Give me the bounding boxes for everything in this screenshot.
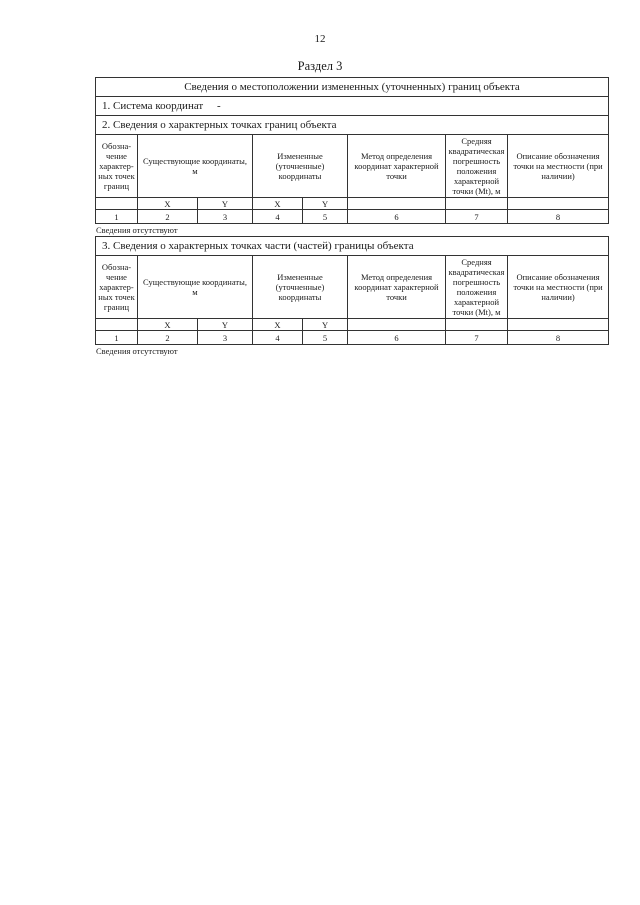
axis-y2: Y [303, 319, 348, 331]
coord-system-label: 1. Система координат [102, 100, 204, 112]
no-data-note: Сведения отсутствуют [96, 346, 178, 356]
points-table [95, 134, 609, 224]
axis-y1: Y [198, 319, 253, 331]
axis-x2: X [253, 319, 303, 331]
axis-y1: Y [198, 198, 253, 210]
col-accuracy: Средняя квадратическая погрешность положения характерной точки (Mt), м [446, 256, 508, 319]
col-point: Обозна-чение характер-ных точек границ [96, 256, 138, 319]
col-number: 3 [198, 210, 253, 224]
axis-x1: X [138, 319, 198, 331]
col-number: 2 [138, 331, 198, 345]
col-number: 4 [253, 331, 303, 345]
axis-empty [508, 198, 609, 210]
axis-empty [96, 198, 138, 210]
coord-system-value: - [216, 100, 221, 112]
points-table [95, 255, 609, 345]
col-description: Описание обозначения точки на местности (при наличии) [508, 135, 609, 198]
col-number: 2 [138, 210, 198, 224]
axis-x2: X [253, 198, 303, 210]
block-title: 3. Сведения о характерных точках части (частей) границы объекта [95, 236, 609, 255]
col-number: 7 [446, 210, 508, 224]
col-method: Метод определения координат характерной точки [348, 256, 446, 319]
col-number: 7 [446, 331, 508, 345]
page-number: 12 [314, 33, 326, 45]
col-accuracy: Средняя квадратическая погрешность положения характерной точки (Mt), м [446, 135, 508, 198]
col-changed: Измененные (уточненные) координаты [253, 135, 348, 198]
section-title: Раздел 3 [297, 59, 343, 73]
table-title: Сведения о местоположении измененных (уточненных) границ объекта [95, 77, 609, 96]
boundary-sheet [95, 77, 609, 357]
axis-empty [446, 198, 508, 210]
col-number: 5 [303, 210, 348, 224]
column-numbers-row [96, 210, 609, 224]
col-number: 8 [508, 210, 609, 224]
axis-empty [508, 319, 609, 331]
col-number: 6 [348, 331, 446, 345]
axis-x1: X [138, 198, 198, 210]
part-boundary-points-block [95, 236, 609, 357]
axis-empty [446, 319, 508, 331]
col-description: Описание обозначения точки на местности (при наличии) [508, 256, 609, 319]
col-method: Метод определения координат характерной точки [348, 135, 446, 198]
col-existing: Существующие координаты, м [138, 135, 253, 198]
col-number: 1 [96, 210, 138, 224]
no-data-note: Сведения отсутствуют [96, 225, 178, 235]
axis-y2: Y [303, 198, 348, 210]
boundary-points-block [95, 115, 609, 236]
col-changed: Измененные (уточненные) координаты [253, 256, 348, 319]
col-number: 3 [198, 331, 253, 345]
col-number: 8 [508, 331, 609, 345]
column-numbers-row [96, 331, 609, 345]
col-number: 6 [348, 210, 446, 224]
col-number: 4 [253, 210, 303, 224]
col-number: 1 [96, 331, 138, 345]
axis-empty [348, 319, 446, 331]
col-point: Обозна-чение характер-ных точек границ [96, 135, 138, 198]
axis-empty [348, 198, 446, 210]
col-number: 5 [303, 331, 348, 345]
col-existing: Существующие координаты, м [138, 256, 253, 319]
coord-system-row [95, 96, 609, 115]
axis-empty [96, 319, 138, 331]
block-title: 2. Сведения о характерных точках границ объекта [95, 115, 609, 134]
